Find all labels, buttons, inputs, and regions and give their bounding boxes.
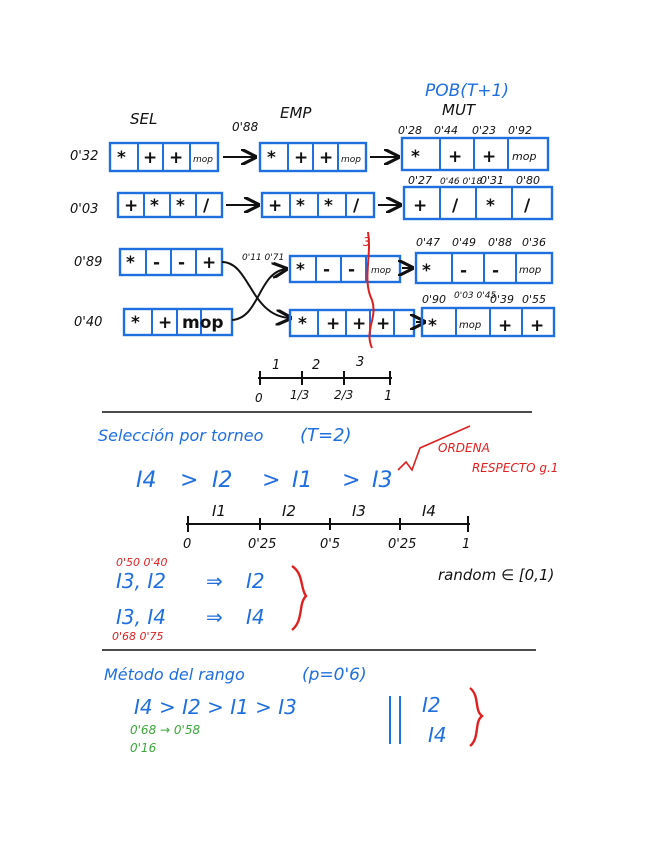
svg-text:I3: I3 bbox=[352, 502, 366, 520]
row1-emp-chromosome bbox=[260, 143, 366, 171]
note-respecto: RESPECTO g.1 bbox=[472, 461, 559, 475]
row1-fitness: 0'32 bbox=[70, 149, 99, 164]
svg-text:I1: I1 bbox=[292, 468, 313, 493]
svg-text:0'25: 0'25 bbox=[388, 537, 417, 552]
gene: * bbox=[296, 260, 305, 280]
tournament-param: (T=2) bbox=[300, 425, 352, 446]
row2-fitness: 0'03 bbox=[70, 202, 99, 217]
row4-fitness: 0'40 bbox=[74, 315, 103, 330]
svg-text:0: 0 bbox=[183, 537, 192, 552]
pair1-left: I3, I2 bbox=[116, 569, 166, 593]
gene: + bbox=[498, 316, 513, 336]
gene: mop bbox=[182, 313, 224, 333]
gene: * bbox=[422, 261, 431, 281]
gene: - bbox=[323, 260, 331, 280]
gene: mop bbox=[341, 155, 361, 165]
row4-mut-chromosome bbox=[422, 308, 554, 336]
svg-text:0: 0 bbox=[255, 391, 263, 405]
svg-text:>: > bbox=[262, 468, 281, 493]
crossover-arrow bbox=[232, 269, 286, 320]
svg-text:0'5: 0'5 bbox=[320, 537, 341, 552]
rank-order: I4 > I2 > I1 > I3 bbox=[134, 695, 297, 719]
row3-fitness: 0'89 bbox=[74, 255, 103, 270]
row2-sel-chromosome bbox=[118, 193, 222, 217]
gene: mop bbox=[519, 265, 542, 276]
brace-red bbox=[292, 566, 306, 630]
random-label: random ∈ [0,1) bbox=[438, 566, 555, 584]
svg-text:0'80: 0'80 bbox=[516, 174, 541, 187]
rank-result-2: I4 bbox=[428, 723, 447, 747]
note-ordena: ORDENA bbox=[438, 441, 490, 455]
svg-text:0'25: 0'25 bbox=[248, 537, 277, 552]
pair2-result: I4 bbox=[246, 605, 265, 629]
sel-label: SEL bbox=[130, 110, 158, 128]
gene: + bbox=[158, 313, 173, 333]
row1-mut-chromosome bbox=[402, 138, 548, 170]
scale-quarters bbox=[183, 502, 470, 552]
svg-text:>: > bbox=[342, 468, 361, 493]
gene: mop bbox=[371, 266, 391, 276]
rank-result-1: I2 bbox=[422, 693, 441, 717]
gene: + bbox=[143, 148, 158, 168]
row1-mut-probs bbox=[398, 124, 532, 137]
svg-text:0'03 0'45: 0'03 0'45 bbox=[454, 291, 497, 301]
svg-text:0'55: 0'55 bbox=[522, 293, 547, 306]
crossover-cut-line bbox=[367, 232, 373, 348]
gene: + bbox=[169, 148, 184, 168]
row3-sel-chromosome bbox=[120, 249, 222, 275]
svg-text:>: > bbox=[180, 468, 199, 493]
pair1-arrow: ⇒ bbox=[206, 569, 223, 593]
gene: * bbox=[267, 148, 276, 168]
gene: / bbox=[452, 196, 459, 216]
gene: - bbox=[153, 253, 161, 273]
gene: + bbox=[413, 196, 428, 216]
svg-text:0'27: 0'27 bbox=[408, 174, 433, 187]
gene: / bbox=[353, 196, 360, 216]
row3-emp-chromosome bbox=[290, 256, 400, 282]
gene: * bbox=[428, 316, 437, 336]
row2-emp-chromosome bbox=[262, 193, 374, 217]
row4-emp-chromosome bbox=[290, 310, 414, 336]
svg-text:3: 3 bbox=[356, 355, 365, 370]
gene: + bbox=[530, 316, 545, 336]
gene: * bbox=[486, 196, 495, 216]
svg-text:2: 2 bbox=[312, 358, 321, 373]
svg-text:I4: I4 bbox=[136, 468, 157, 493]
row4-sel-chromosome bbox=[124, 309, 232, 335]
gene: * bbox=[131, 313, 140, 333]
row3-emp-prob: 0'11 0'71 bbox=[242, 253, 285, 263]
gene: * bbox=[298, 314, 307, 334]
svg-text:I1: I1 bbox=[212, 502, 226, 520]
gene: + bbox=[376, 314, 391, 334]
gene: * bbox=[411, 147, 420, 167]
emp-label: EMP bbox=[280, 104, 312, 122]
svg-text:0'46 0'18: 0'46 0'18 bbox=[440, 177, 483, 187]
gene: + bbox=[294, 148, 309, 168]
tournament-title: Selección por torneo bbox=[98, 426, 264, 445]
svg-text:1: 1 bbox=[272, 358, 281, 373]
pair2-left: I3, I4 bbox=[116, 605, 166, 629]
gene: + bbox=[268, 196, 283, 216]
gene: * bbox=[117, 148, 126, 168]
row1-sel-chromosome bbox=[110, 143, 218, 171]
gene: mop bbox=[512, 150, 537, 163]
svg-text:1/3: 1/3 bbox=[290, 388, 310, 402]
rank-title: Método del rango bbox=[104, 665, 245, 684]
row2-mut-probs bbox=[408, 174, 540, 187]
svg-text:I2: I2 bbox=[282, 502, 296, 520]
svg-text:1: 1 bbox=[384, 389, 393, 404]
gene: * bbox=[150, 196, 159, 216]
svg-text:0'92: 0'92 bbox=[508, 124, 533, 137]
gene: * bbox=[296, 196, 305, 216]
svg-text:0'49: 0'49 bbox=[452, 236, 477, 249]
svg-text:0'90: 0'90 bbox=[422, 293, 447, 306]
pair1-result: I2 bbox=[246, 569, 265, 593]
svg-text:0'28: 0'28 bbox=[398, 124, 423, 137]
row3-mut-chromosome bbox=[416, 253, 552, 283]
rank-param: (p=0'6) bbox=[302, 665, 367, 685]
svg-text:I3: I3 bbox=[372, 468, 393, 493]
gene: + bbox=[124, 196, 139, 216]
gene: * bbox=[126, 253, 135, 273]
gene: * bbox=[324, 196, 333, 216]
gene: mop bbox=[459, 320, 482, 331]
gene: / bbox=[524, 196, 531, 216]
gene: * bbox=[176, 196, 185, 216]
rank-green-2: 0'16 bbox=[130, 741, 157, 755]
pob-label: POB(T+1) bbox=[425, 81, 510, 101]
svg-text:0'39: 0'39 bbox=[490, 293, 515, 306]
brace-red bbox=[470, 688, 482, 746]
gene: + bbox=[319, 148, 334, 168]
gene: + bbox=[352, 314, 367, 334]
mut-label: MUT bbox=[442, 101, 476, 119]
pair2-arrow: ⇒ bbox=[206, 605, 223, 629]
cut-label: 3 bbox=[363, 235, 371, 249]
pair2-probs: 0'68 0'75 bbox=[112, 630, 164, 643]
tournament-order bbox=[136, 468, 393, 493]
gene: + bbox=[482, 147, 497, 167]
gene: + bbox=[202, 253, 217, 273]
gene: - bbox=[348, 260, 356, 280]
svg-text:0'44: 0'44 bbox=[434, 124, 459, 137]
svg-text:2/3: 2/3 bbox=[334, 388, 354, 402]
gene: / bbox=[203, 196, 210, 216]
gene: - bbox=[492, 261, 500, 281]
svg-text:1: 1 bbox=[462, 537, 471, 552]
svg-text:I2: I2 bbox=[212, 468, 233, 493]
gene: + bbox=[448, 147, 463, 167]
row3-mut-probs bbox=[416, 236, 546, 249]
gene: - bbox=[178, 253, 186, 273]
svg-text:0'31: 0'31 bbox=[480, 174, 505, 187]
scale-thirds bbox=[255, 355, 392, 405]
gene: mop bbox=[193, 155, 213, 165]
svg-text:0'23: 0'23 bbox=[472, 124, 497, 137]
row4-mut-probs bbox=[422, 291, 546, 306]
svg-text:I4: I4 bbox=[422, 502, 436, 520]
pair1-probs: 0'50 0'40 bbox=[116, 556, 168, 569]
svg-text:0'88: 0'88 bbox=[488, 236, 513, 249]
svg-text:0'47: 0'47 bbox=[416, 236, 441, 249]
svg-text:0'36: 0'36 bbox=[522, 236, 547, 249]
gene: - bbox=[460, 261, 468, 281]
rank-green-1: 0'68 → 0'58 bbox=[130, 723, 201, 737]
row1-emp-prob: 0'88 bbox=[232, 120, 259, 134]
row2-mut-chromosome bbox=[404, 187, 552, 219]
gene: + bbox=[326, 314, 341, 334]
